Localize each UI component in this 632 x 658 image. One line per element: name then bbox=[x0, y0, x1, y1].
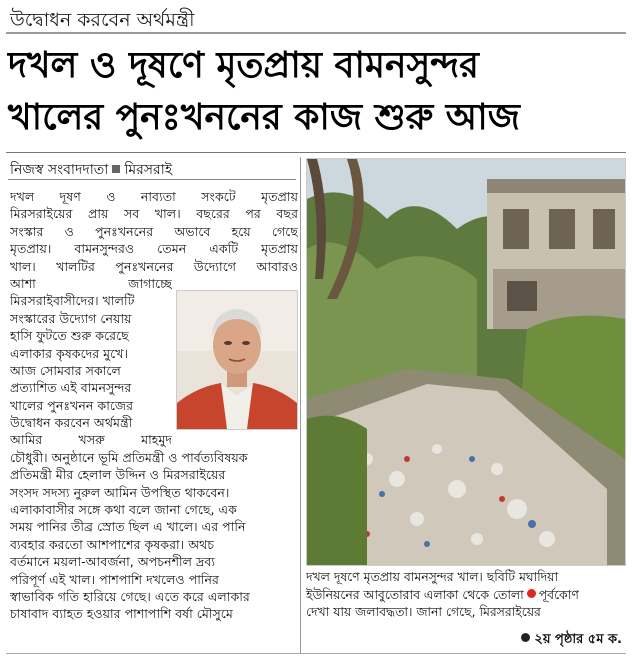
body-line: প্রতিমন্ত্রী মীর হেলাল উদ্দিন ও মিরসরাইয়ের bbox=[10, 467, 226, 483]
continuation-text: ২য় পৃষ্ঠার ৫ম ক. bbox=[534, 632, 622, 647]
body-line: সময় পানির তীব্র স্রোত ছিল এ খালে। এর পানি bbox=[10, 519, 246, 535]
body-line: মৃতপ্রায়। বামনসুন্দরও তেমন একটি মৃতপ্রায় bbox=[10, 241, 298, 257]
body-line: বর্তমানে ময়লা-আবর্জনা, অপচনশীল দ্রব্য bbox=[10, 554, 216, 570]
body-line: খালের পুনঃখনন কাজের bbox=[10, 397, 134, 413]
body-line: সংস্কার ও পুনঃখননের অভাবে হয়ে গেছে bbox=[10, 223, 298, 239]
body-line: দখল দূষণ ও নাব্যতা সংকটে মৃতপ্রায় bbox=[10, 189, 298, 204]
body-line: আজ সোমবার সকালে bbox=[10, 362, 121, 378]
caption-line-3: দেখা যায় জলাবদ্ধতা। জানা গেছে, মিরসরাইয়ের bbox=[306, 604, 541, 620]
body-line: মিরসরাইয়ের প্রায় সব খাল। বছরের পর বছর bbox=[10, 206, 298, 222]
caption-line-2-text: ইউনিয়নের আবুতোরাব এলাকা থেকে তোলা bbox=[306, 586, 524, 602]
body-line: হাসি ফুটতে শুরু করেছে bbox=[10, 328, 129, 344]
top-rule bbox=[6, 32, 626, 34]
continuation-note bbox=[521, 630, 622, 651]
headline-rule bbox=[6, 152, 626, 153]
canal-photo bbox=[306, 158, 626, 566]
body-line: স্বাভাবিক গতি হারিয়ে গেছে। এতে করে এলাকার bbox=[10, 588, 250, 604]
body-line: ব্যবহার করতো আশপাশের কৃষকরা। অথচ bbox=[10, 536, 215, 552]
body-line: পরিপূর্ণ এই খাল। পাশপাশি দখলেও পানির bbox=[10, 571, 219, 587]
byline-place: মিরসরাই bbox=[124, 162, 173, 178]
body-line: উদ্বোধন করবেন অর্থমন্ত্রী bbox=[10, 415, 133, 431]
person-portrait-icon bbox=[177, 291, 297, 429]
body-line: আশা জাগাচ্ছে bbox=[10, 275, 172, 291]
square-separator-icon bbox=[112, 165, 120, 173]
byline-rule bbox=[8, 179, 296, 180]
caption-line-2 bbox=[306, 586, 626, 604]
red-dot-icon bbox=[527, 589, 536, 598]
body-line: সংসদ সদস্য নুরুল আমিন উপস্থিত থাকবেন। bbox=[10, 484, 230, 500]
byline-reporter: নিজস্ব সংবাদদাতা bbox=[10, 162, 109, 178]
bottom-rule bbox=[6, 653, 626, 654]
body-line: খাল। খালটির পুনঃখননের উদ্যোগে আবারও bbox=[10, 258, 298, 274]
body-line: এলাকাবাসীর সঙ্গে কথা বলে জানা গেছে, এক bbox=[10, 502, 237, 518]
headline-line-2: খালের পুনঃখননের কাজ শুরু আজ bbox=[8, 97, 520, 138]
photo-caption bbox=[306, 568, 626, 621]
headline bbox=[8, 40, 624, 144]
headline-line-1: দখল ও দূষণে মৃতপ্রায় বামনসুন্দর bbox=[8, 45, 479, 86]
canal-scene-image bbox=[307, 159, 625, 565]
body-line: সংস্কারের উদ্যোগ নেয়ায় bbox=[10, 310, 132, 326]
minister-portrait bbox=[176, 290, 298, 430]
body-line: চৌধুরী। অনুষ্ঠানে ভূমি প্রতিমন্ত্রী ও পার্বত্যবিষয়ক bbox=[10, 449, 248, 465]
bullet-dot-icon bbox=[521, 633, 530, 642]
body-line: এলাকার কৃষকদের মুখে। bbox=[10, 345, 129, 361]
body-line: মিরসরাইবাসীদের। খালটি bbox=[10, 293, 135, 309]
caption-line-1: দখল দূষণে মৃতপ্রায় বামনসুন্দর খাল। ছবিটি মঘাদিয়া bbox=[306, 569, 559, 584]
body-line: প্রত্যাশিত এই বামনসুন্দর bbox=[10, 380, 132, 396]
kicker: উদ্বোধন করবেন অর্থমন্ত্রী bbox=[10, 9, 195, 31]
caption-credit: পূর্বকোণ bbox=[538, 586, 579, 602]
body-line: আমির খসরু মাহমুদ bbox=[10, 432, 172, 448]
body-line: চাষাবাদ ব্যাহত হওয়ার পাশাপাশি বর্ষা মৌসুমে bbox=[10, 606, 233, 622]
column-divider bbox=[300, 157, 301, 653]
